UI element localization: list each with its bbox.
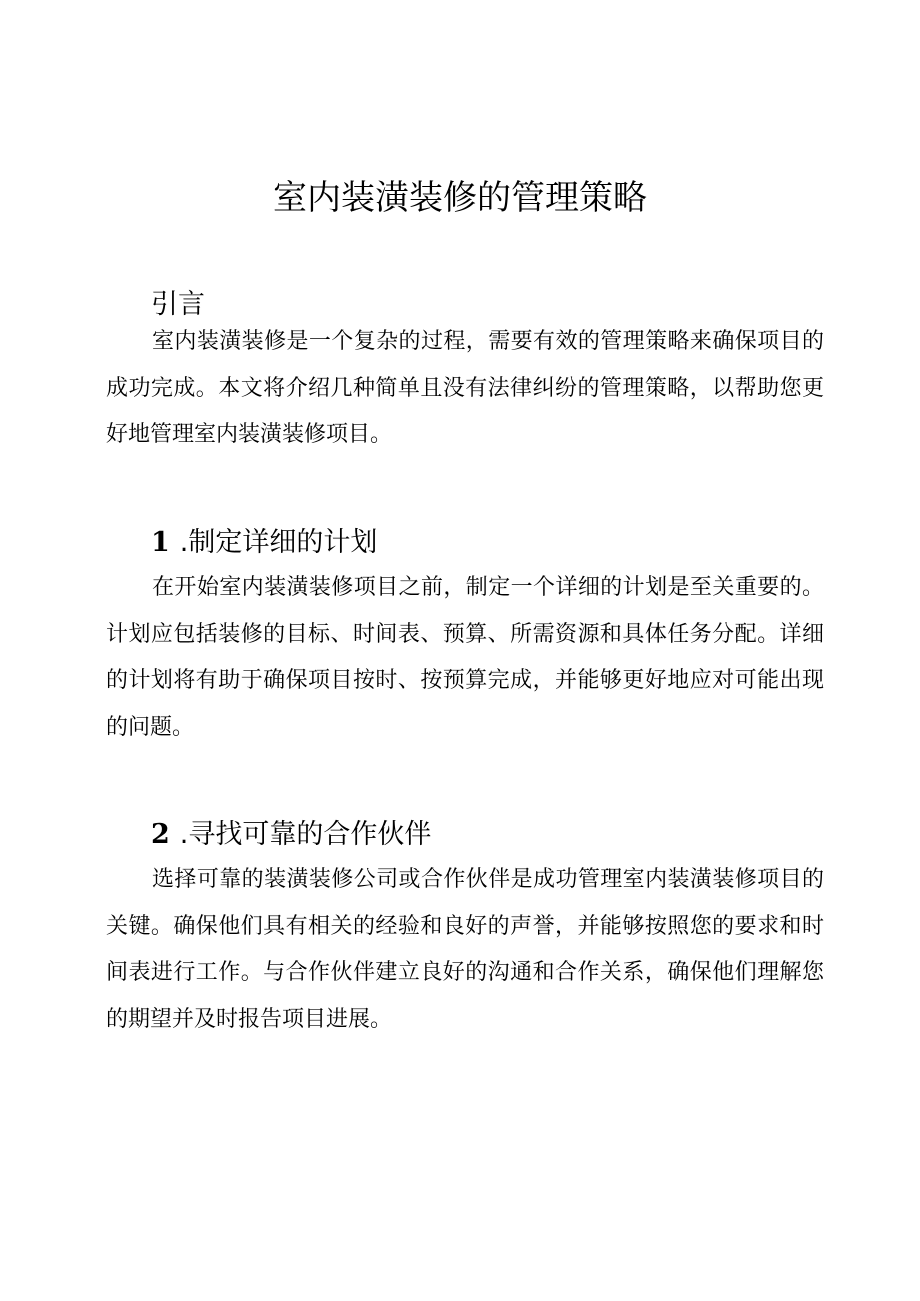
- section-body-partners: 选择可靠的装潢装修公司或合作伙伴是成功管理室内装潢装修项目的关键。确保他们具有相关的经验和良好的声誉，并能够按照您的要求和时间表进行工作。与合作伙伴建立良好的沟通和合作关系，确保他们理解您的期望并及时报告项目进展。: [106, 867, 824, 1032]
- section-number: 2: [151, 819, 170, 850]
- section-heading-text: .寻找可靠的合作伙伴: [179, 819, 432, 850]
- section-heading-text: 引言: [151, 289, 205, 320]
- section-heading-plan: [151, 520, 377, 559]
- section-body-intro: 室内装潢装修是一个复杂的过程，需要有效的管理策略来确保项目的成功完成。本文将介绍几种简单且没有法律纠纷的管理策略，以帮助您更好地管理室内装潢装修项目。: [106, 329, 824, 447]
- section-body-plan: 在开始室内装潢装修项目之前，制定一个详细的计划是至关重要的。计划应包括装修的目标、时间表、预算、所需资源和具体任务分配。详细的计划将有助于确保项目按时、按预算完成，并能够更好地应对可能出现的问题。: [106, 575, 824, 740]
- section-heading-intro: [151, 282, 205, 321]
- document-title: 室内装潢装修的管理策略: [273, 178, 647, 218]
- section-number: 1: [151, 527, 170, 558]
- section-heading-text: .制定详细的计划: [179, 527, 378, 558]
- section-heading-partners: [151, 812, 431, 851]
